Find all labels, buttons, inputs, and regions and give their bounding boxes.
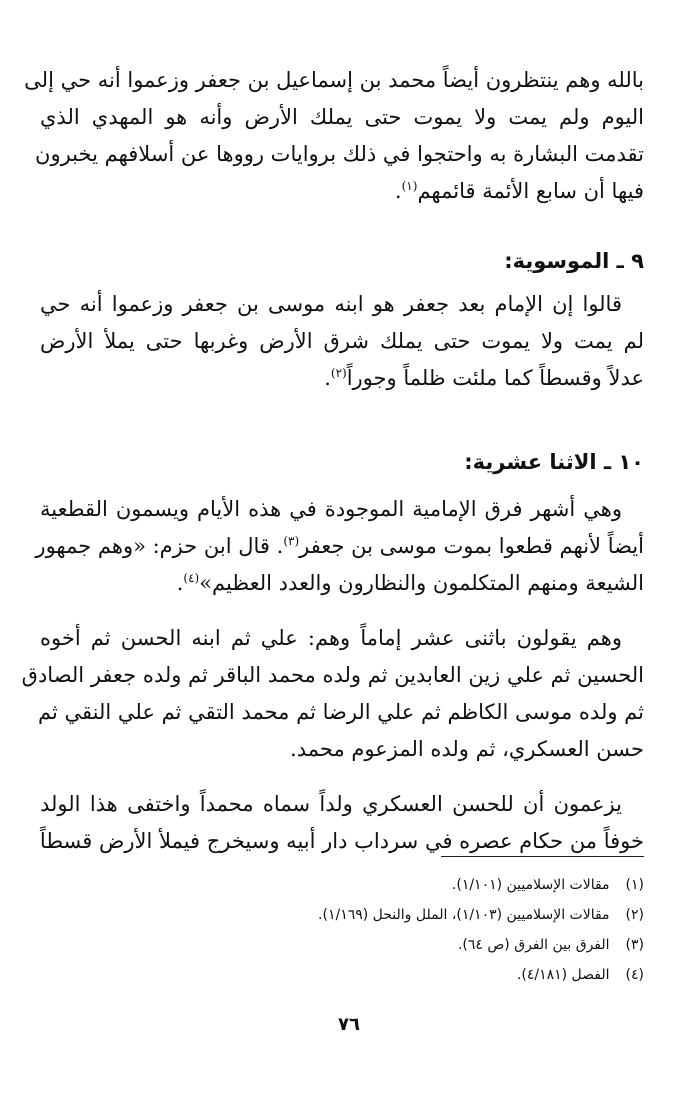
footnote-separator [441,856,644,857]
footnotes [300,870,644,990]
text-line [40,360,644,397]
text-line: لم يمت ولا يموت حتى يملك شرق الأرض وغربها حتى يملأ الأرض [40,329,644,353]
text-fragment: عدلاً وقسطاً كما ملئت ظلماً وجوراً [346,366,644,390]
text-fragment: . [324,366,331,390]
footnote-text: مقالات الإسلاميين (١/١٠٣)، الملل والنحل (١/١٦٩). [318,907,610,923]
text-line: تقدمت البشارة به واحتجوا في ذلك بروايات رووها عن أسلافهم يخبرون [35,142,644,166]
text-line: قالوا إن الإمام بعد جعفر هو ابنه موسى بن جعفر وزعموا أنه حي [40,292,622,316]
text-line [35,528,644,565]
text-line: اليوم ولم يمت ولا يموت حتى يملك الأرض وأنه هو المهدي الذي [40,105,644,129]
text-fragment: . [176,571,184,595]
footnote-marker: (٤) [183,571,200,585]
text-line: ثم ولده موسى الكاظم ثم علي الرضا ثم محمد التقي ثم علي النقي ثم [38,700,644,724]
section-heading: ١٠ ـ الاثنا عشرية: [464,450,644,474]
text-line [40,173,644,210]
footnote-text: الفصل (٤/١٨١). [516,967,610,983]
text-fragment: . قال ابن حزم: «وهم جمهور [35,534,284,558]
footnote [300,900,644,930]
text-fragment: . [394,179,402,203]
footnote [300,870,644,900]
footnote-marker: (١) [401,179,418,193]
text-line: خوفاً من حكام عصره في سرداب دار أبيه وسيخرج فيملأ الأرض قسطاً [39,829,644,853]
text-line: الحسين ثم علي زين العابدين ثم ولده محمد الباقر ثم ولده جعفر الصادق [21,663,644,687]
footnote [300,930,644,960]
text-fragment: الشيعة ومنهم المتكلمون والنظارون والعدد العظيم» [199,571,644,595]
text-line: بالله وهم ينتظرون أيضاً محمد بن إسماعيل بن جعفر وزعموا أنه حي إلى [24,68,644,92]
page-number: ٧٦ [338,1014,360,1035]
footnote-marker: (٢) [330,366,347,380]
text-line: وهم يقولون باثنى عشر إماماً وهم: علي ثم ابنه الحسن ثم أخوه [40,626,622,650]
footnote-text: مقالات الإسلاميين (١/١٠١). [451,877,610,893]
text-fragment: فيها أن سابع الأئمة قائمهم [417,179,644,203]
paragraph-section-9 [40,286,644,397]
section-heading: ٩ ـ الموسوية: [504,249,644,273]
footnote-text: الفرق بين الفرق (ص ٦٤). [457,937,610,953]
paragraph-section-10-b [21,620,644,768]
page-body [21,62,644,860]
text-line [40,565,644,602]
paragraph-section-10-c [40,786,644,860]
footnote-marker: (٣) [283,534,300,548]
footnote [300,960,644,990]
text-line: حسن العسكري، ثم ولده المزعوم محمد. [290,737,644,761]
paragraph-section-10-a [35,491,644,602]
paragraph-1 [24,62,644,210]
footnote-number: (٤) [625,967,644,983]
text-fragment: أيضاً لأنهم قطعوا بموت موسى بن جعفر [299,534,644,558]
footnote-number: (٢) [625,907,644,923]
text-line: يزعمون أن للحسن العسكري ولداً سماه محمداً واختفى هذا الولد [40,792,622,816]
footnote-number: (٣) [625,937,644,953]
text-line: وهي أشهر فرق الإمامية الموجودة في هذه الأيام ويسمون القطعية [40,497,622,521]
footnote-number: (١) [625,877,644,893]
